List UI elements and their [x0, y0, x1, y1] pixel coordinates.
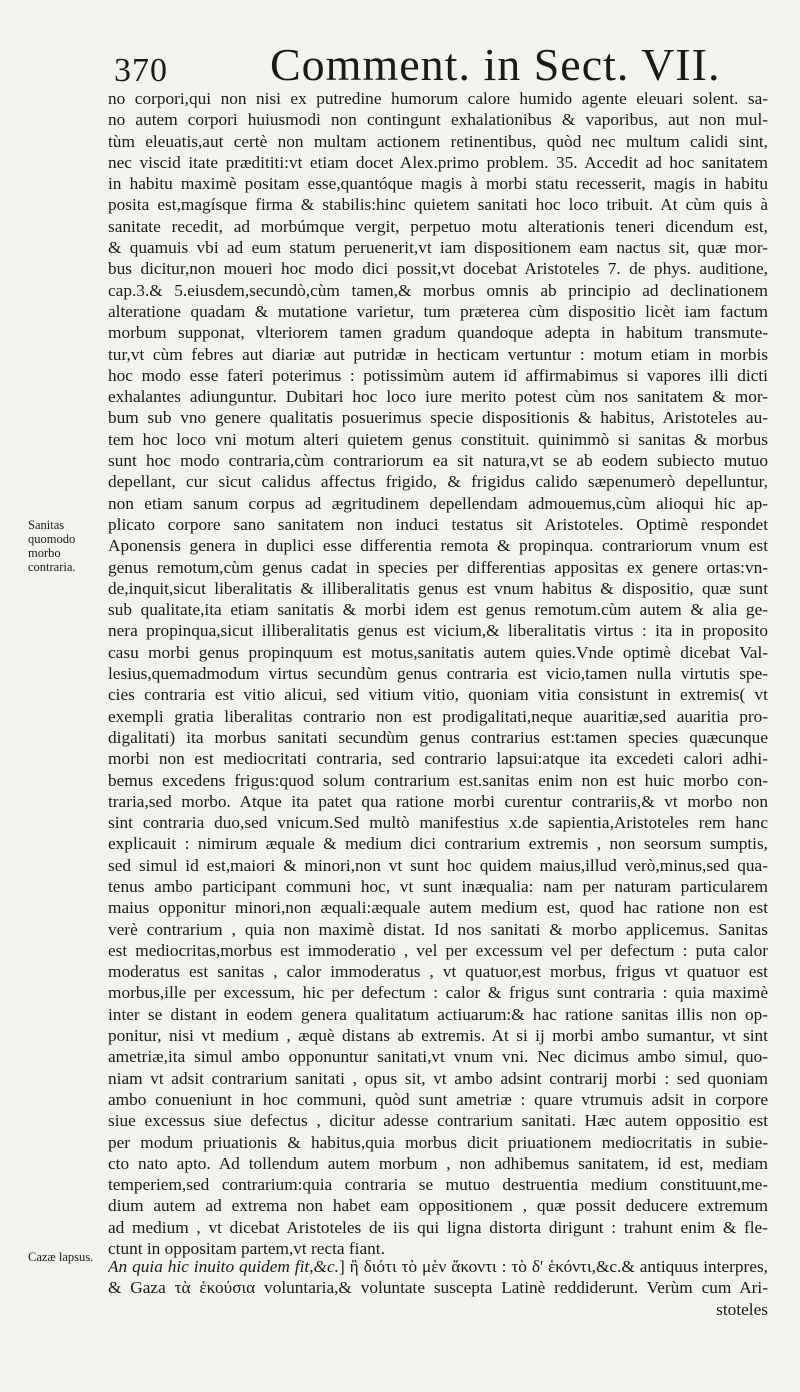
text-line: explicauit : nimirum æquale & medium dici contrarium extremis , non seorsum sumptis, [108, 834, 768, 854]
text-line: nec viscid itate prædititi:vt etiam docet Alex.primo problem. 35. Accedit ad hoc sanitatem [108, 152, 768, 172]
text-line: no autem corpori huiusmodi non contingunt exhalationibus & vaporibus, aut non mul- [108, 110, 768, 130]
text-line: sanitate recedit, ad morbúmque vergit, perpetuo motu alterationis teneri dicendum est, [108, 216, 768, 236]
page-number: 370 [114, 52, 168, 89]
text-line: hoc modo esse fateri poterimus : potissimùm autem id affirmabimus si vapores illi dicti [108, 365, 768, 385]
text-line: dium autem ad extrema non habet eam oppositionem , quæ possit deducere extremum [108, 1196, 768, 1216]
text-line: depellant, cur sicut calidus affectus frigido, & frigidus calido sæpenumerò depelluntur, [108, 472, 768, 492]
text-line: ctunt in oppositam partem,vt recta fiant. [108, 1239, 385, 1259]
text-line: ambo conueniunt in hoc communi, quòd sunt ametriæ : quare vtrumuis adsit in corpore [108, 1089, 768, 1109]
gloss-greek: ] ἢ διότι τὸ μὲν ἄκοντι : τὸ δ' ἑκόντι,&c.& antiquus interpres, [338, 1257, 768, 1276]
catchword: stoteles [716, 1299, 768, 1319]
text-line: siue excessus siue defectus , dicitur adesse contrarium sanitati. Hæc autem oppositio est [108, 1111, 768, 1131]
text-line: maius opponitur minori,non æquali:æquale autem medium est, quod hac ratione non est [108, 898, 768, 918]
body-text [108, 88, 768, 1259]
text-line: in habitu maximè positam esse,quantóque magis à morbi statu recesserit, magis in habitu [108, 174, 768, 194]
text-line: non etiam sanum corpus ad ægritudinem depellendam admouemus,cùm alioqui hic ap- [108, 493, 768, 513]
text-line: digalitati) ita morbus sanitati secundùm genus contrarius est:tamen species quæcunque [108, 727, 768, 747]
text-line: exempli gratia liberalitas contrario non est prodigalitati,neque auaritiæ,sed auaritia pro- [108, 706, 768, 726]
text-line: casu morbi genus propinquum est motus,sanitatis autem quies.Vnde optimè dicebat Val- [108, 642, 768, 662]
text-line: cies contraria est vitio alicui, sed vitium vitio, quoniam vitia consistunt in extremis( vt [108, 685, 768, 705]
text-line: sint contraria duo,sed vnicum.Sed multò manifestius x.de sapientia,Aristoteles rem hanc [108, 813, 768, 833]
text-line: alteratione quadam & mutatione varietur, tum præterea cùm dispositio licèt iam factum [108, 301, 768, 321]
text-line: temperiem,sed contrarium:quia contraria se mutuo destruentia medium constituunt,me- [108, 1175, 768, 1195]
text-line: exhalantes adiunguntur. Dubitari hoc loco iure merito potest cùm nos sanitatem & mor- [108, 387, 768, 407]
text-line: cap.3.& 5.eiusdem,secundò,cùm tamen,& morbus omnis ab principio ad declinationem [108, 280, 768, 300]
text-line: genus remotum,cùm genus cadat in species per differentias appositas ex genere ortas:vn- [108, 557, 768, 577]
text-line: morbus,ille per excessum, hic per defectum : calor & frigus sunt contraria : quia maximè [108, 983, 768, 1003]
gloss-line-2: & Gaza τὰ ἑκούσια voluntaria,& voluntate suscepta Latinè reddiderunt. Verùm cum Ari- [108, 1278, 768, 1298]
margin-note-gaza: Cazæ lapsus. [28, 1250, 94, 1264]
text-line: per modum priuationis & habitus,quia morbus dicit priuationem mediocritatis in subie- [108, 1132, 768, 1152]
text-line: morbum supponat, vlteriorem tamen gradum quandoque adepta in habitum transmute- [108, 323, 768, 343]
text-line: cto nato apto. Ad tollendum autem morbum , non adhibemus sanitatem, id est, mediam [108, 1153, 768, 1173]
text-line: bum sub vno genere qualitatis posuerimus specie dispositionis & habitus, Aristoteles au- [108, 408, 768, 428]
text-line: & quamuis vbi ad eum statum peruenerit,vt iam dispositionem eam nactus sit, quæ mor- [108, 238, 768, 258]
text-line: plicato corpore sano sanitatem non induci testatus sit Aristoteles. Optimè respondet [108, 514, 768, 534]
text-line: niam vt adsit contrarium sanitati , opus sit, vt ambo adsint contrarij morbi : sed quoniam [108, 1068, 768, 1088]
text-line: tùm eleuatis,aut certè non multam actionem retinentibus, quòd nec multum calidi sint, [108, 131, 768, 151]
running-head: Comment. in Sect. VII. [270, 39, 721, 90]
text-line: sed simul id est,maiori & minori,non vt sunt hoc quidem maius,illud verò,minus,sed qua- [108, 855, 768, 875]
text-line: ponitur, nisi vt medium , æquè distans ab extremis. At si ij morbi ambo sumantur, vt sint [108, 1026, 768, 1046]
gloss-block [108, 1256, 768, 1320]
text-line: posita est,magísque firma & stabilis:hinc quietem sanitati hoc loco tribuit. At cùm quis à [108, 195, 768, 215]
text-line: ametriæ,ita simul ambo opponuntur sanitati,vt vnum vni. Nec dicimus ambo simul, quo- [108, 1047, 768, 1067]
text-line: tem hoc loco vni motum alteri quietem genus constituit. quinimmò si sanitas & morbus [108, 429, 768, 449]
gloss-lemma: An quia hic inuito quidem fit,&c. [108, 1257, 339, 1276]
text-line: sub qualitate,ita etiam sanitatis & morbi idem est genus remotum.cùm autem & alia ge- [108, 600, 768, 620]
text-line: est mediocritas,morbus est immoderatio , vel per excessum vel per defectum : puta calor [108, 940, 768, 960]
text-line: lesius,quemadmodum virtus secundùm genus contraria est vicio,tamen nulla virtutis spe- [108, 664, 768, 684]
text-line: inter se distant in eodem genera qualitatum actiuarum:& hac ratione sanitas illis non op- [108, 1004, 768, 1024]
text-line: no corpori,qui non nisi ex putredine humorum calore humido agente eleuari solent. sa- [108, 89, 768, 108]
text-line: tenus ambo participant communi hoc, vt sunt inæqualia: nam per naturam particularem [108, 876, 768, 896]
text-line: bus dicitur,non moueri hoc modo dici possit,vt docebat Aristoteles 7. de phys. auditione, [108, 259, 768, 279]
gloss-line-1 [108, 1256, 768, 1277]
text-line: morbi non est mediocritati contraria, sed contrario lapsui:atque ita excedeti calori adhi- [108, 749, 768, 769]
text-line: de,inquit,sicut liberalitatis & illiberalitatis genus est vnum habitus & dispositio, quæ sunt [108, 578, 768, 598]
text-line: traria,sed morbo. Atque ita patet qua ratione morbi curentur contrariis,& vt morbo non [108, 791, 768, 811]
text-line: verè contrarium , quia non maximè distat. Id nos sanitati & morbo applicemus. Sanitas [108, 919, 768, 939]
text-line: nera propinqua,sicut illiberalitatis genus est vicium,& liberalitatis virtus : ita in proposito [108, 621, 768, 641]
text-line: bemus excedens frigus:quod solum contrarium est.sanitas enim non est huic morbo con- [108, 770, 768, 790]
text-line: Aponensis genera in duplici esse differentia remota & propinqua. contrariorum vnum est [108, 536, 768, 556]
text-line: sunt hoc modo contraria,cùm contrariorum ea sit natura,vt se ab eodem subiecto mutuo [108, 451, 768, 471]
margin-note-sanitas: Sanitas quomodo morbo contraria. [28, 518, 76, 574]
text-line: ad medium , vt dicebat Aristoteles de iis qui ligna distorta dirigunt : trahunt enim & fle- [108, 1217, 768, 1237]
text-line: moderatus est sanitas , calor immoderatus , vt quatuor,est morbus, frigus vt quatuor est [108, 962, 768, 982]
text-line: tur,vt cùm febres aut diariæ aut putridæ in hecticam vertuntur : motum etiam in morbis [108, 344, 768, 364]
